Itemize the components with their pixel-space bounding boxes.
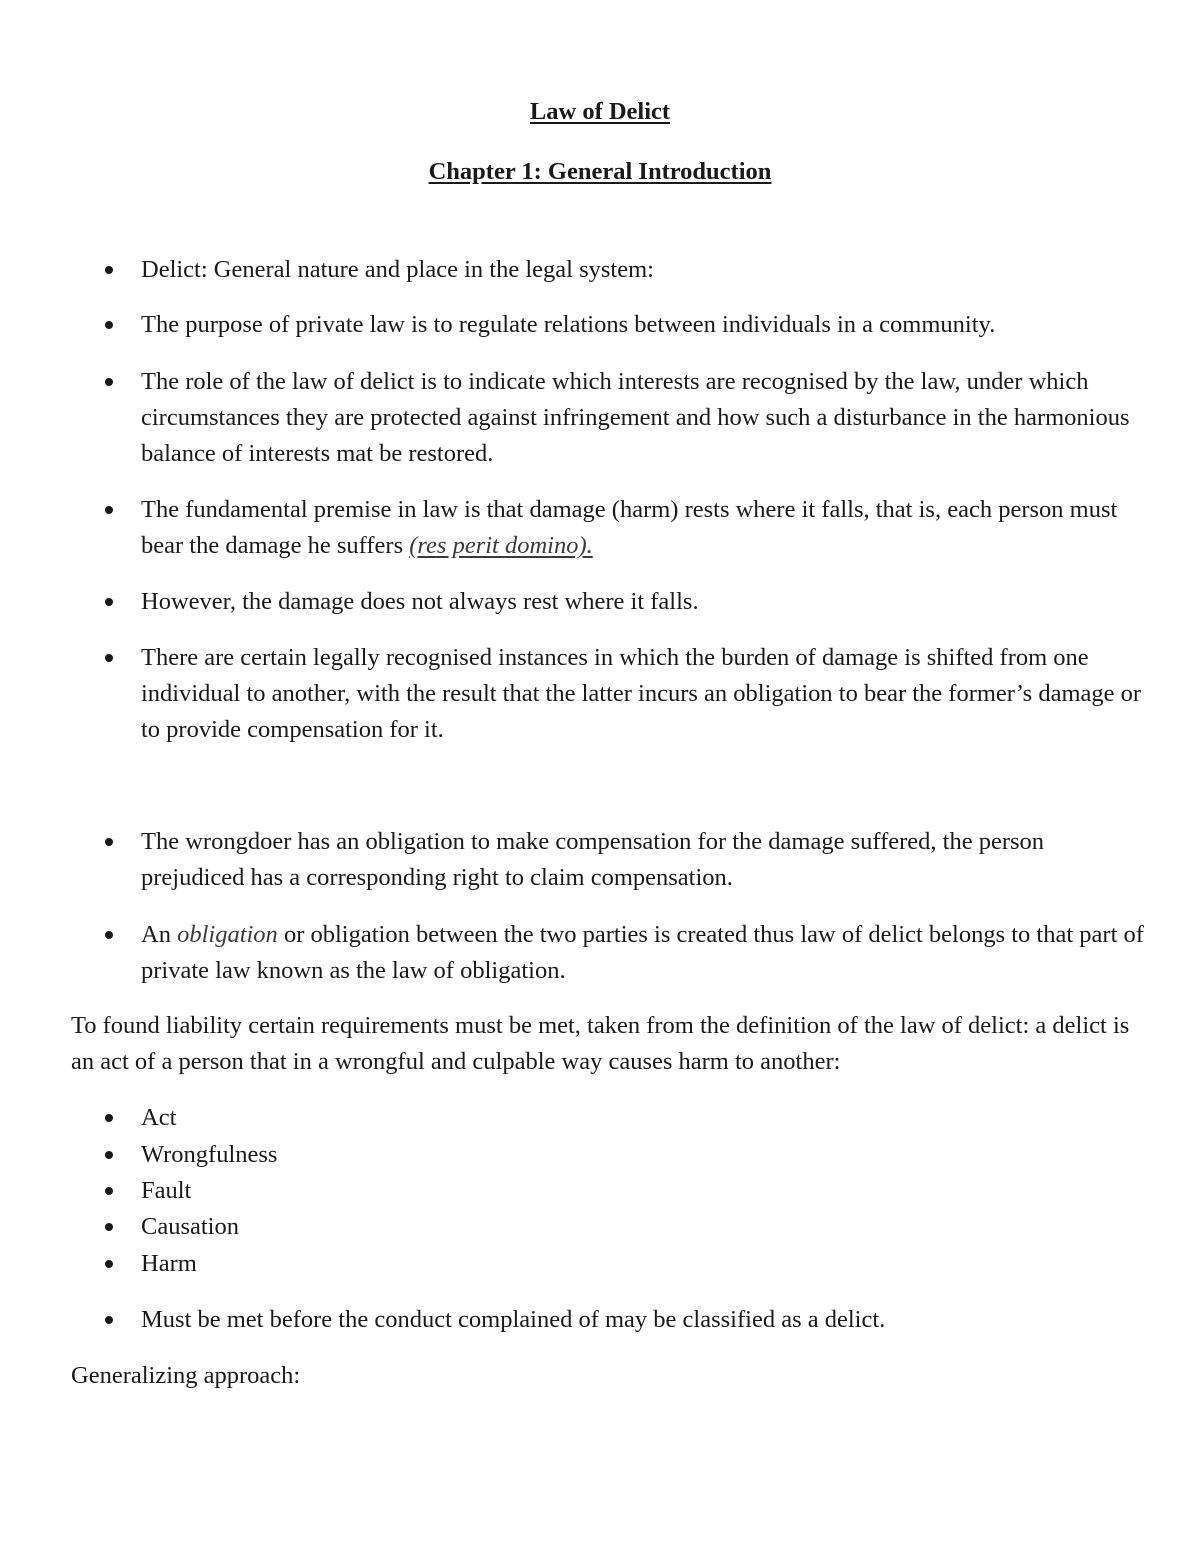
obligation-term: obligation bbox=[177, 921, 278, 948]
list-item-text: Must be met before the conduct complained of may be classified as a delict. bbox=[141, 1306, 886, 1333]
bullet-icon bbox=[105, 266, 113, 274]
list-item bbox=[105, 917, 1145, 989]
liability-paragraph: To found liability certain requirements must be met, taken from the definition of the law of delict: a delict is an act of a person that in a wrongful and culpable way causes harm to another: bbox=[71, 1012, 1130, 1075]
list-item-text: The purpose of private law is to regulate relations between individuals in a community. bbox=[141, 311, 996, 338]
list-item bbox=[105, 640, 1145, 748]
requirement-item bbox=[105, 1137, 1145, 1173]
list-item bbox=[105, 492, 1145, 564]
bullet-icon bbox=[105, 654, 113, 662]
list-item-text: The wrongdoer has an obligation to make compensation for the damage suffered, the person prejudiced has a corresponding right to claim compensation. bbox=[141, 828, 1045, 891]
requirement-item bbox=[105, 1173, 1145, 1209]
premise-text: The fundamental premise in law is that damage (harm) rests where it falls, that is, each person must bear the damage he suffers bbox=[141, 496, 1118, 559]
requirement-text: Harm bbox=[141, 1250, 197, 1277]
list-item-text: However, the damage does not always rest where it falls. bbox=[141, 588, 699, 615]
bullet-icon bbox=[105, 598, 113, 606]
list-item-text: There are certain legally recognised instances in which the burden of damage is shifted from one individual to another, with the result that the latter incurs an obligation to bear the former’s damage or to provide compensation for it. bbox=[141, 644, 1142, 743]
requirement-text: Wrongfulness bbox=[141, 1141, 278, 1168]
latin-maxim: (res perit domino). bbox=[409, 532, 593, 559]
bullet-icon bbox=[105, 838, 113, 846]
bullet-icon bbox=[105, 1151, 113, 1159]
bullet-icon bbox=[105, 1260, 113, 1268]
obligation-before: An bbox=[141, 921, 178, 948]
requirement-text: Fault bbox=[141, 1177, 192, 1204]
list-item bbox=[105, 1302, 1145, 1338]
bullet-icon bbox=[105, 1114, 113, 1122]
list-item bbox=[105, 824, 1145, 896]
bullet-icon bbox=[105, 321, 113, 329]
list-item-text bbox=[141, 492, 1145, 564]
list-item bbox=[105, 364, 1145, 472]
list-item bbox=[105, 252, 1145, 288]
list-item bbox=[105, 584, 1145, 620]
requirement-text: Causation bbox=[141, 1213, 239, 1240]
requirement-text: Act bbox=[141, 1104, 177, 1131]
list-item-text: Delict: General nature and place in the legal system: bbox=[141, 256, 654, 283]
chapter-heading: Chapter 1: General Introduction bbox=[428, 158, 772, 185]
document-title: Law of Delict bbox=[529, 98, 671, 125]
requirement-item bbox=[105, 1246, 1145, 1282]
list-item bbox=[105, 307, 1145, 343]
requirement-item bbox=[105, 1209, 1145, 1245]
bullet-icon bbox=[105, 1187, 113, 1195]
bullet-icon bbox=[105, 931, 113, 939]
bullet-icon bbox=[105, 1223, 113, 1231]
list-item-text: The role of the law of delict is to indicate which interests are recognised by the law, under which circumstances they are protected against infringement and how such a disturbance in the harmonious balance of interests mat be restored. bbox=[141, 368, 1130, 467]
list-item-text bbox=[141, 917, 1145, 989]
generalizing-heading: Generalizing approach: bbox=[71, 1362, 301, 1389]
bullet-icon bbox=[105, 1316, 113, 1324]
obligation-after: or obligation between the two parties is created thus law of delict belongs to that part of private law known as the law of obligation. bbox=[141, 921, 1144, 984]
requirement-item bbox=[105, 1100, 1145, 1136]
bullet-icon bbox=[105, 506, 113, 514]
bullet-icon bbox=[105, 378, 113, 386]
